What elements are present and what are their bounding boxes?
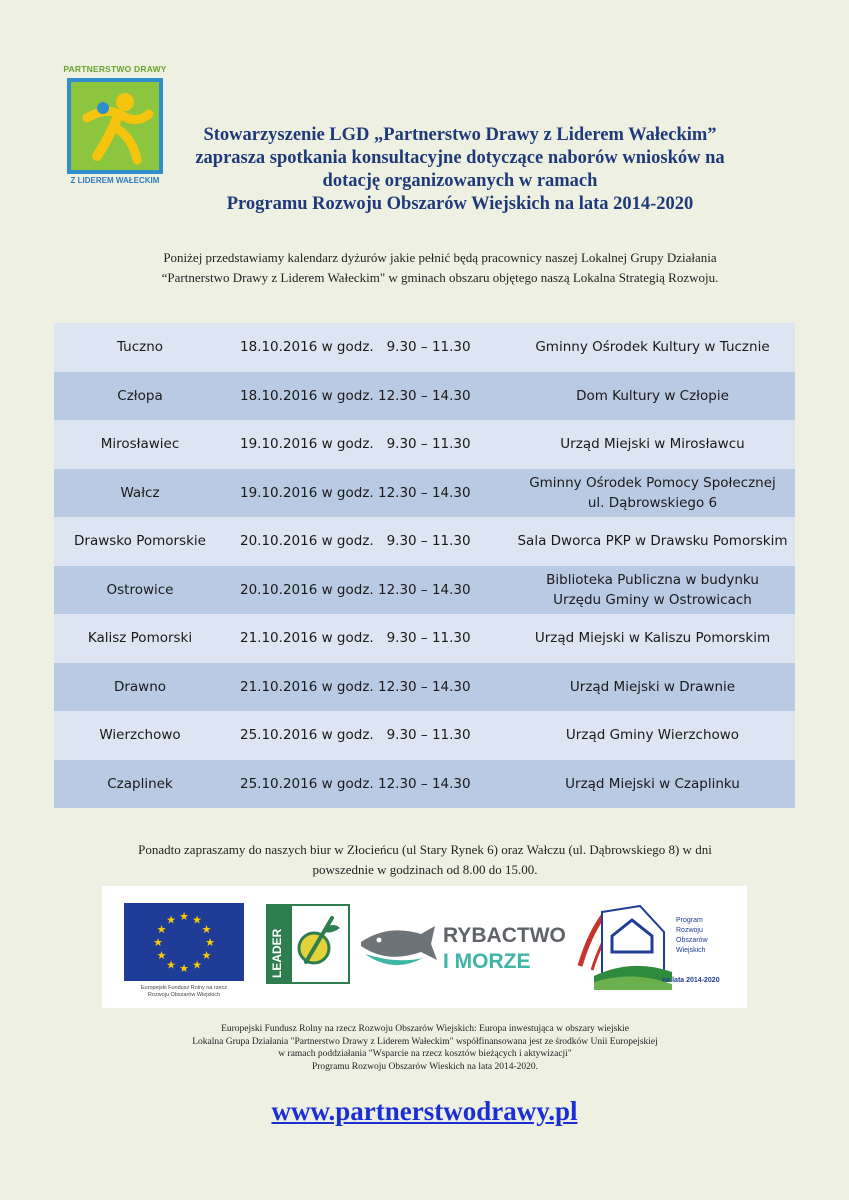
date-cell: 25.10.2016 w godz. 12.30 – 14.30 (240, 775, 471, 792)
prow-word-4: Wiejskich (676, 947, 706, 954)
place-line: Dom Kultury w Człopie (576, 387, 729, 404)
logo-top-text: PARTNERSTWO DRAWY (63, 64, 167, 74)
eu-star-icon: ★ (156, 949, 167, 962)
eu-star-icon: ★ (153, 936, 163, 949)
eu-star-icon: ★ (201, 923, 212, 936)
eu-star-icon: ★ (179, 962, 189, 975)
date-cell: 19.10.2016 w godz. 9.30 – 11.30 (240, 436, 471, 453)
logo-figure-icon (67, 78, 163, 174)
footer-line-4: Programu Rozwoju Obszarów Wieskich na lata 2014-2020. (311, 1061, 539, 1072)
eu-star-icon: ★ (205, 936, 215, 949)
eu-star-icon: ★ (192, 913, 202, 927)
footer-line-3: w ramach poddziałania "Wsparcie na rzecz kosztów bieżących i aktywizacji" (278, 1049, 572, 1059)
table-row (54, 760, 795, 809)
place-cell (510, 323, 795, 372)
table-row (54, 420, 795, 469)
leader-logo (266, 904, 350, 984)
place-line: ul. Dąbrowskiego 6 (587, 494, 718, 511)
intro-line-1: Poniżej przedstawiamy kalendarz dyżurów jakie pełnić będą pracownicy naszej Lokalnej Grupy Działania (163, 250, 717, 265)
eu-caption-line-2: Rozwoju Obszarów Wiejskich (147, 992, 221, 998)
date-cell: 18.10.2016 w godz. 9.30 – 11.30 (240, 339, 471, 356)
table-row (54, 372, 795, 421)
title-line-3: dotację organizowanych w ramach (322, 171, 598, 191)
eu-star-icon: ★ (179, 910, 189, 923)
date-cell: 21.10.2016 w godz. 9.30 – 11.30 (240, 630, 471, 647)
table-row (54, 663, 795, 712)
place-line: Urząd Miejski w Drawnie (569, 678, 736, 695)
eu-star-icon: ★ (156, 923, 167, 936)
footer-note (100, 1023, 750, 1073)
town-cell: Tuczno (116, 339, 164, 356)
place-cell (510, 372, 795, 421)
table-row (54, 517, 795, 566)
town-cell: Wierzchowo (99, 727, 181, 744)
website-link[interactable]: www.partnerstwodrawy.pl (271, 1096, 578, 1126)
place-cell (510, 711, 795, 760)
town-cell: Wałcz (120, 484, 160, 501)
eu-caption-line-1: Europejski Fundusz Rolny na rzecz (140, 985, 228, 991)
place-cell (510, 469, 795, 518)
eu-star-icon: ★ (201, 949, 212, 962)
leader-text: LEADER (270, 928, 284, 978)
table-row (54, 323, 795, 372)
title-line-2: zaprasza spotkania konsultacyjne dotyczące naborów wniosków na (195, 148, 725, 168)
place-cell (510, 420, 795, 469)
town-cell: Ostrowice (106, 581, 174, 598)
eu-caption (120, 985, 248, 999)
title-line-4: Programu Rozwoju Obszarów Wiejskich na lata 2014-2020 (226, 194, 694, 214)
place-cell (510, 663, 795, 712)
place-cell (510, 760, 795, 809)
office-info (80, 840, 770, 880)
eu-flag-icon (124, 903, 244, 981)
place-line: Biblioteka Publiczna w budynku (546, 571, 759, 588)
logo-bottom-text: Z LIDEREM WAŁECKIM (70, 176, 160, 185)
office-line-1: Ponadto zapraszamy do naszych biur w Złocieńcu (ul Stary Rynek 6) oraz Wałczu (ul. Dąbrowskiego 8) w dni (138, 842, 712, 857)
date-cell: 19.10.2016 w godz. 12.30 – 14.30 (240, 484, 471, 501)
eu-star-icon: ★ (166, 913, 176, 927)
prow-word-1: Program (676, 917, 703, 924)
intro-line-2: “Partnerstwo Drawy z Liderem Wałeckim" w gminach obszaru objętego naszą Lokalna Strategią Rozwoju. (161, 270, 719, 285)
town-cell: Drawsko Pomorskie (74, 533, 206, 550)
place-cell (510, 517, 795, 566)
prow-word-3: Obszarów (676, 937, 708, 944)
date-cell: 20.10.2016 w godz. 12.30 – 14.30 (240, 581, 471, 598)
place-line: Urząd Gminy Wierzchowo (565, 727, 740, 744)
town-cell: Czaplinek (107, 775, 173, 792)
prow-logo (572, 892, 742, 1002)
eu-star-icon: ★ (166, 958, 176, 972)
eu-star-icon: ★ (192, 958, 202, 972)
town-cell: Drawno (113, 678, 167, 695)
office-line-2: powszednie w godzinach od 8.00 do 15.00. (312, 862, 538, 877)
place-line: Urzędu Gminy w Ostrowicach (553, 591, 752, 608)
lgd-logo (62, 64, 168, 192)
table-row (54, 614, 795, 663)
funding-logos (102, 886, 747, 1008)
intro-text (70, 248, 810, 288)
table-row (54, 469, 795, 518)
table-row (54, 711, 795, 760)
title-line-1: Stowarzyszenie LGD „Partnerstwo Drawy z Liderem Wałeckim” (203, 125, 717, 145)
place-line: Urząd Miejski w Mirosławcu (560, 436, 745, 453)
schedule-table (54, 323, 795, 808)
prow-years: na lata 2014-2020 (662, 977, 720, 984)
date-cell: 20.10.2016 w godz. 9.30 – 11.30 (240, 533, 471, 550)
page-title (170, 124, 750, 216)
table-row (54, 566, 795, 615)
town-cell: Kalisz Pomorski (87, 630, 193, 647)
rybactwo-logo (357, 908, 567, 978)
prow-word-2: Rozwoju (676, 927, 703, 934)
fish-line-1: RYBACTWO (443, 924, 566, 947)
footer-line-2: Lokalna Grupa Działania "Partnerstwo Drawy z Liderem Wałeckim" współfinansowana jest ze środków Unii Europejskiej (192, 1036, 658, 1047)
place-cell (510, 614, 795, 663)
date-cell: 18.10.2016 w godz. 12.30 – 14.30 (240, 387, 471, 404)
town-cell: Mirosławiec (100, 436, 180, 453)
place-line: Gminny Ośrodek Pomocy Społecznej (529, 474, 776, 491)
footer-line-1: Europejski Fundusz Rolny na rzecz Rozwoju Obszarów Wiejskich: Europa inwestująca w obszary wiejskie (221, 1024, 629, 1034)
date-cell: 25.10.2016 w godz. 9.30 – 11.30 (240, 727, 471, 744)
town-cell: Człopa (117, 387, 163, 404)
place-line: Gminny Ośrodek Kultury w Tucznie (535, 339, 770, 356)
place-line: Urząd Miejski w Czaplinku (565, 775, 740, 792)
fish-line-2: I MORZE (443, 950, 531, 973)
date-cell: 21.10.2016 w godz. 12.30 – 14.30 (240, 678, 471, 695)
place-line: Urząd Miejski w Kaliszu Pomorskim (534, 630, 771, 647)
place-cell (510, 566, 795, 615)
place-line: Sala Dworca PKP w Drawsku Pomorskim (517, 533, 788, 550)
